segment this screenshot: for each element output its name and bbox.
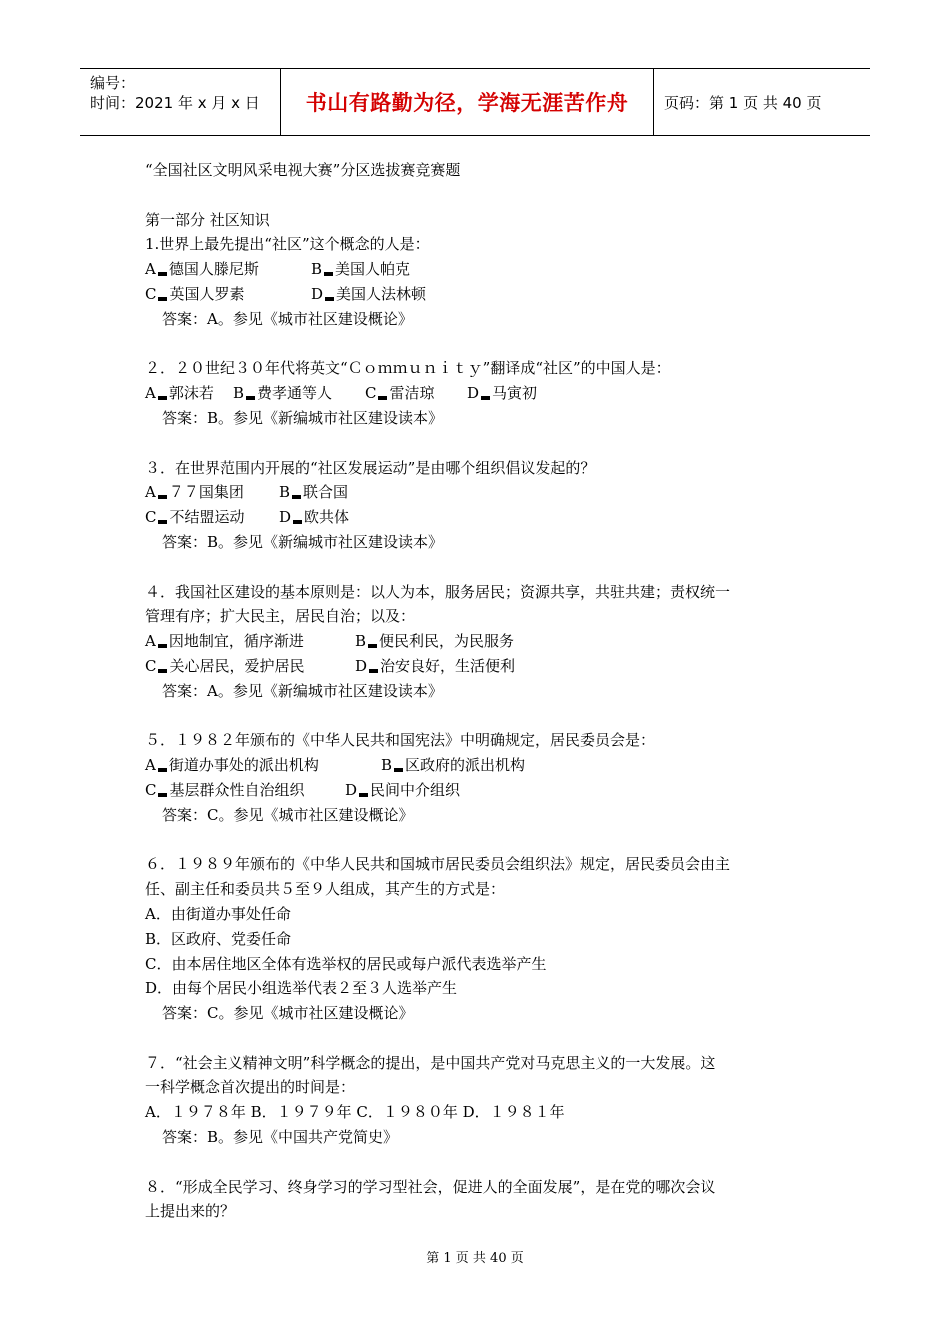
option-d: D 马寅初 bbox=[467, 384, 538, 403]
option-b: B 美国人帕克 bbox=[311, 260, 411, 279]
option-b: B 区政府的派出机构 bbox=[381, 756, 526, 775]
answer-5: 答案：C。参见《城市社区建设概论》 bbox=[162, 805, 414, 824]
doc-title: “全国社区文明风采电视大赛”分区选拔赛竞赛题 bbox=[145, 161, 461, 179]
question-4-line-2: 管理有序；扩大民主，居民自治；以及： bbox=[145, 607, 416, 626]
answer-6: 答案：C。参见《城市社区建设概论》 bbox=[162, 1004, 414, 1023]
option-d: D 民间中介组织 bbox=[345, 780, 461, 799]
option-c: C 英国人罗素 bbox=[145, 284, 245, 303]
option-a: A 因地制宜，循序渐进 bbox=[145, 632, 304, 651]
header-table bbox=[80, 68, 870, 136]
question-5: ５．１９８２年颁布的《中华人民共和国宪法》中明确规定，居民委员会是： bbox=[145, 731, 656, 750]
header-motto-cell bbox=[280, 69, 654, 135]
option-b: B 费孝通等人 bbox=[233, 384, 333, 403]
option-a: A．由街道办事处任命 bbox=[145, 904, 291, 923]
question-8-line-1: ８．“形成全民学习、终身学习的学习型社会，促进人的全面发展”，是在党的哪次会议 bbox=[145, 1177, 716, 1196]
options-row bbox=[145, 753, 815, 778]
option-a: A 街道办事处的派出机构 bbox=[145, 756, 319, 775]
option-d: D 美国人法林顿 bbox=[311, 284, 427, 303]
option-a: A 德国人滕尼斯 bbox=[145, 260, 259, 279]
options-row bbox=[145, 629, 815, 654]
options-row bbox=[145, 381, 815, 406]
question-4-line-1: ４．我国社区建设的基本原则是：以人为本，服务居民；资源共享，共驻共建；责权统一 bbox=[145, 582, 731, 601]
motto: 书山有路勤为径，学海无涯苦作舟 bbox=[305, 91, 629, 115]
options-row bbox=[145, 480, 815, 505]
option-c: C 雷洁琼 bbox=[365, 384, 435, 403]
option-b: B．区政府、党委任命 bbox=[145, 929, 292, 948]
option-d: D．由每个居民小组选举代表２至３人选举产生 bbox=[145, 979, 458, 998]
option-c: C 基层群众性自治组织 bbox=[145, 780, 305, 799]
option-b: B 联合国 bbox=[279, 483, 349, 502]
options-row bbox=[145, 654, 815, 679]
option-b: B 便民利民，为民服务 bbox=[355, 632, 515, 651]
option-c: C．由本居住地区全体有选举权的居民或每户派代表选举产生 bbox=[145, 954, 547, 973]
time-label: 时间：2021 年 x 月 x 日 bbox=[90, 94, 260, 112]
question-6-line-1: ６．１９８９年颁布的《中华人民共和国城市居民委员会组织法》规定，居民委员会由主 bbox=[145, 855, 731, 874]
option-a: A 郭沫若 bbox=[145, 384, 214, 403]
options-row: A．１９７８年 B．１９７９年 C．１９８０年 D．１９８１年 bbox=[145, 1103, 565, 1122]
question-8-line-2: 上提出来的？ bbox=[145, 1202, 236, 1221]
option-c: C 关心居民，爱护居民 bbox=[145, 656, 305, 675]
option-c: C 不结盟运动 bbox=[145, 508, 245, 527]
question-1: 1.世界上最先提出“社区”这个概念的人是： bbox=[145, 235, 430, 254]
question-3: ３．在世界范围内开展的“社区发展运动”是由哪个组织倡议发起的？ bbox=[145, 458, 596, 477]
answer-1: 答案：A。参见《城市社区建设概论》 bbox=[162, 309, 413, 328]
header-meta bbox=[80, 69, 280, 135]
option-d: D 治安良好，生活便利 bbox=[355, 656, 516, 675]
option-a: A ７７国集团 bbox=[145, 483, 244, 502]
option-d: D 欧共体 bbox=[279, 508, 350, 527]
question-7-line-2: 一科学概念首次提出的时间是： bbox=[145, 1078, 356, 1097]
answer-3: 答案：B。参见《新编城市社区建设读本》 bbox=[162, 532, 444, 551]
question-6-line-2: 任、副主任和委员共５至９人组成，其产生的方式是： bbox=[145, 880, 506, 899]
answer-4: 答案：A。参见《新编城市社区建设读本》 bbox=[162, 681, 443, 700]
answer-2: 答案：B。参见《新编城市社区建设读本》 bbox=[162, 408, 444, 427]
options-row bbox=[145, 257, 815, 282]
answer-7: 答案：B。参见《中国共产党简史》 bbox=[162, 1128, 399, 1147]
number-label: 编号： bbox=[90, 74, 136, 92]
header-page-cell bbox=[654, 69, 870, 135]
options-row bbox=[145, 282, 815, 307]
page-footer: 第 1 页 共 40 页 bbox=[426, 1251, 524, 1266]
options-row bbox=[145, 505, 815, 530]
page-label: 页码：第 1 页 共 40 页 bbox=[664, 93, 822, 112]
options-row bbox=[145, 778, 815, 803]
document-body bbox=[145, 158, 815, 1224]
question-2: ２．２０世纪３０年代将英文“Ｃｏｍｍｕｎｉｔｙ”翻译成“社区”的中国人是： bbox=[145, 359, 671, 378]
section-heading: 第一部分 社区知识 bbox=[145, 210, 270, 229]
question-7-line-1: ７．“社会主义精神文明”科学概念的提出，是中国共产党对马克思主义的一大发展。这 bbox=[145, 1053, 716, 1072]
